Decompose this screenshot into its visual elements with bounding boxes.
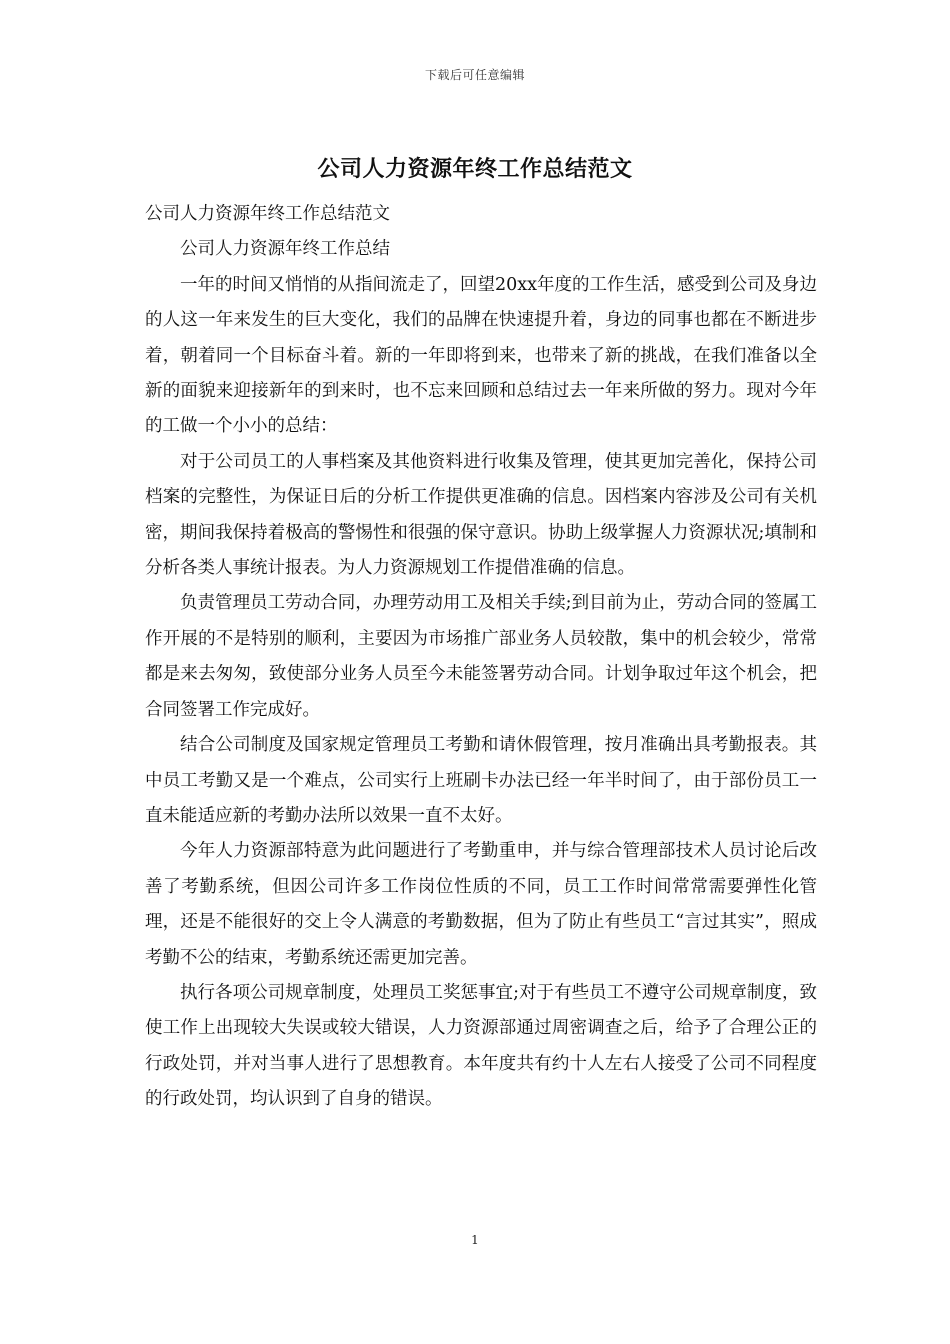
paragraph-contracts: 负责管理员工劳动合同，办理劳动用工及相关手续;到目前为止，劳动合同的签属工作开展的不是特别的顺利，主要因为市场推广部业务人员较散，集中的机会较少，常常都是来去匆匆，致使部分业务人员至今未能签署劳动合同。计划争取过年这个机会，把合同签署工作完成好。	[145, 593, 817, 720]
page-number: 1	[471, 1233, 479, 1247]
paragraph-attendance-system: 今年人力资源部特意为此问题进行了考勤重申，并与综合管理部技术人员讨论后改善了考勤系统，但因公司许多工作岗位性质的不同，员工工作时间常常需要弹性化管理，还是不能很好的交上令人满意的考勤数据，但为了防止有些员工“言过其实”，照成考勤不公的结束，考勤系统还需更加完善。	[145, 841, 817, 968]
document-title: 公司人力资源年终工作总结范文	[317, 156, 633, 182]
paragraph-archives: 对于公司员工的人事档案及其他资料进行收集及管理，使其更加完善化，保持公司档案的完整性，为保证日后的分析工作提供更准确的信息。因档案内容涉及公司有关机密，期间我保持着极高的警惕性和很强的保守意识。协助上级掌握人力资源状况;填制和分析各类人事统计报表。为人力资源规划工作提借准确的信息。	[145, 451, 817, 579]
paragraph-subtitle: 公司人力资源年终工作总结范文	[145, 204, 390, 224]
paragraph-discipline: 执行各项公司规章制度，处理员工奖惩事宜;对于有些员工不遵守公司规章制度，致使工作上出现较大失误或较大错误，人力资源部通过周密调查之后，给予了合理公正的行政处罚，并对当事人进行了思想教育。本年度共有约十人左右人接受了公司不同程度的行政处罚，均认识到了自身的错误。	[145, 982, 817, 1110]
paragraph-attendance: 结合公司制度及国家规定管理员工考勤和请休假管理，按月准确出具考勤报表。其中员工考勤又是一个难点，公司实行上班刷卡办法已经一年半时间了，由于部份员工一直未能适应新的考勤办法所以效果一直不太好。	[145, 735, 817, 826]
document-body	[145, 197, 817, 1118]
paragraph-heading: 公司人力资源年终工作总结	[180, 239, 390, 260]
paragraph-intro: 一年的时间又悄悄的从指间流走了，回望20xx年度的工作生活，感受到公司及身边的人这一年来发生的巨大变化，我们的品牌在快速提升着，身边的同事也都在不断进步着，朝着同一个目标奋斗着。新的一年即将到来，也带来了新的挑战，在我们准备以全新的面貌来迎接新年的到来时，也不忘来回顾和总结过去一年来所做的努力。现对今年的工做一个小小的总结：	[145, 274, 818, 437]
header-note: 下载后可任意编辑	[424, 68, 525, 82]
